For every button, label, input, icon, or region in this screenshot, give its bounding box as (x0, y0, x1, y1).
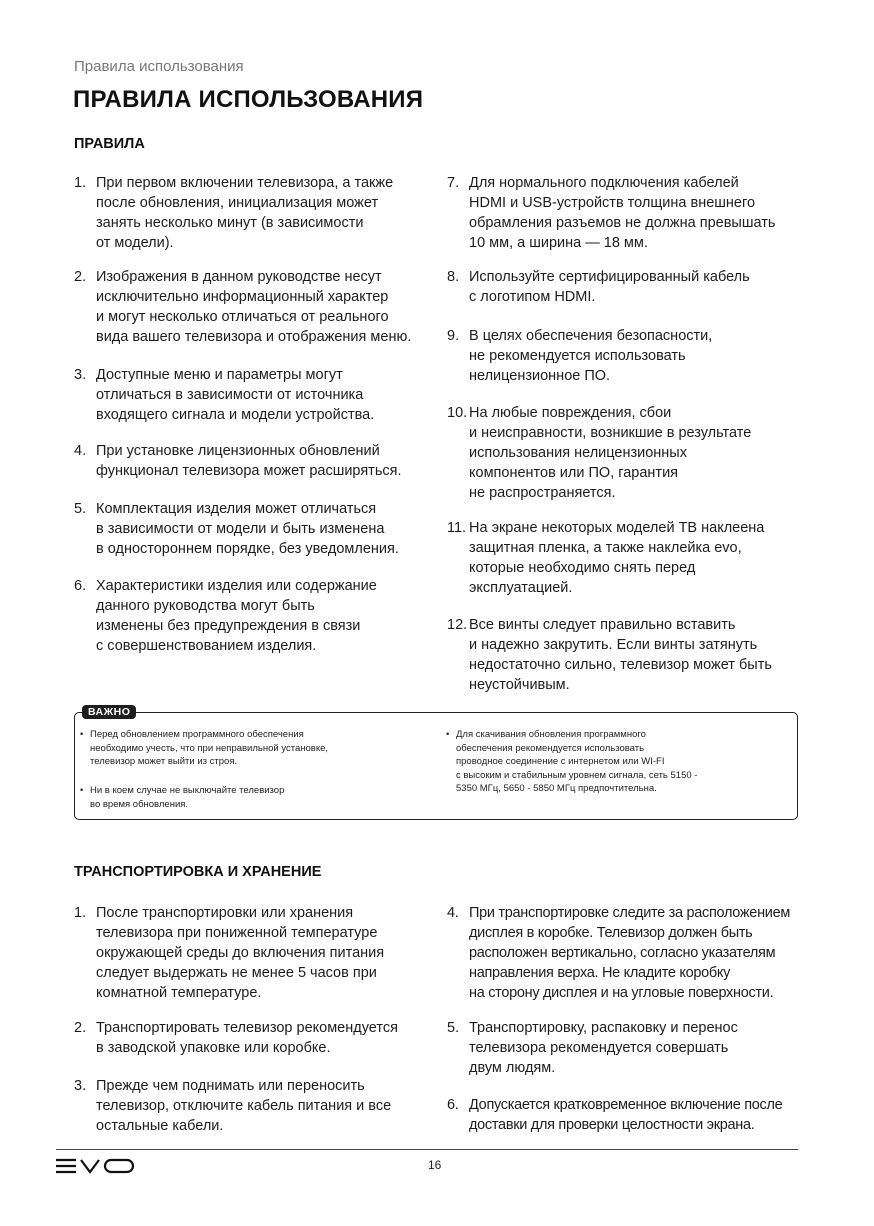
important-badge: ВАЖНО (82, 705, 136, 719)
rule-number: 11. (447, 520, 467, 536)
running-header: Правила использования (74, 58, 244, 75)
transport-number: 4. (447, 905, 459, 921)
transport-text: При транспортировке следите за расположением дисплея в коробке. Телевизор должен быть расположен вертикально, согласно указателям направления верха. Не кладите коробку на сторону дисплея и на угловые поверхности. (469, 905, 791, 1001)
transport-heading: ТРАНСПОРТИРОВКА И ХРАНЕНИЕ (74, 864, 322, 880)
bullet: • (80, 785, 84, 796)
rule-number: 9. (447, 328, 460, 344)
transport-text: Транспортировать телевизор рекомендуется в заводской упаковке или коробке. (96, 1020, 398, 1056)
rule-number: 12. (447, 617, 468, 633)
page-number: 16 (428, 1158, 442, 1172)
rule-text: На экране некоторых моделей ТВ наклеена защитная пленка, а также наклейка evo, которые необходимо снять перед эксплуатацией. (469, 520, 765, 596)
rule-number: 1. (74, 175, 87, 191)
rule-number: 2. (74, 269, 87, 285)
page-title: ПРАВИЛА ИСПОЛЬЗОВАНИЯ (73, 86, 424, 113)
transport-text: Транспортировку, распаковку и перенос телевизора рекомендуется совершать двум людям. (469, 1020, 738, 1076)
rule-text: При установке лицензионных обновлений функционал телевизора может расширяться. (96, 443, 402, 479)
note-text: Перед обновлением программного обеспечения необходимо учесть, что при неправильной установке, телевизор может выйти из строя. (90, 729, 329, 767)
rule-text: Для нормального подключения кабелей HDMI и USB-устройств толщина внешнего обрамления разъемов не должна превышать 10 мм, а ширина — 18 мм. (469, 175, 776, 251)
transport-number: 3. (74, 1078, 87, 1094)
rule-text: Изображения в данном руководстве несут исключительно информационный характер и могут несколько отличаться от реального вида вашего телевизора и отображения меню. (96, 269, 412, 345)
rule-text: Используйте сертифицированный кабель с логотипом HDMI. (469, 269, 750, 305)
rule-number: 5. (74, 501, 87, 517)
rule-text: Характеристики изделия или содержание данного руководства могут быть изменены без предупреждения в связи с совершенствованием изделия. (96, 578, 377, 654)
transport-text: Допускается кратковременное включение после доставки для проверки целостности экрана. (469, 1097, 783, 1133)
rule-number: 3. (74, 367, 87, 383)
bullet: • (446, 729, 450, 740)
rule-number: 6. (74, 578, 87, 594)
transport-number: 1. (74, 905, 87, 921)
rule-number: 10. (447, 405, 468, 421)
transport-text: После транспортировки или хранения телевизора при пониженной температуре окружающей среды до включения питания следует выдержать не менее 5 часов при комнатной температуре. (96, 905, 385, 1001)
rule-text: На любые повреждения, сбои и неисправности, возникшие в результате использования нелицензионных компонентов или ПО, гарантия не распространяется. (469, 405, 752, 501)
rule-text: Комплектация изделия может отличаться в зависимости от модели и быть изменена в одностороннем порядке, без уведомления. (96, 501, 399, 557)
rule-text: В целях обеспечения безопасности, не рекомендуется использовать нелицензионное ПО. (469, 328, 713, 384)
rule-text: Доступные меню и параметры могут отличаться в зависимости от источника входящего сигнала и модели устройства. (96, 367, 375, 423)
transport-number: 5. (447, 1020, 460, 1036)
note-text: Ни в коем случае не выключайте телевизор во время обновления. (90, 785, 285, 810)
transport-text: Прежде чем поднимать или переносить телевизор, отключите кабель питания и все остальные кабели. (96, 1078, 392, 1134)
evo-logo (56, 1158, 136, 1179)
rule-number: 7. (447, 175, 460, 191)
bullet: • (80, 729, 84, 740)
footer-divider (56, 1149, 798, 1150)
rule-text: При первом включении телевизора, а также после обновления, инициализация может занять несколько минут (в зависимости от модели). (96, 175, 394, 251)
rules-heading: ПРАВИЛА (74, 136, 145, 152)
rule-number: 8. (447, 269, 460, 285)
note-text: Для скачивания обновления программного обеспечения рекомендуется использовать проводное соединение с интернетом или WI-FI с высоким и стабильным уровнем сигнала, сеть 5150 - 5350 МГц, 5650 - 5850 МГц предпочтительна. (456, 729, 698, 794)
transport-number: 2. (74, 1020, 87, 1036)
transport-number: 6. (447, 1097, 459, 1113)
rule-number: 4. (74, 443, 87, 459)
rule-text: Все винты следует правильно вставить и надежно закрутить. Если винты затянуть недостаточно сильно, телевизор может быть неустойчивым. (469, 617, 772, 693)
